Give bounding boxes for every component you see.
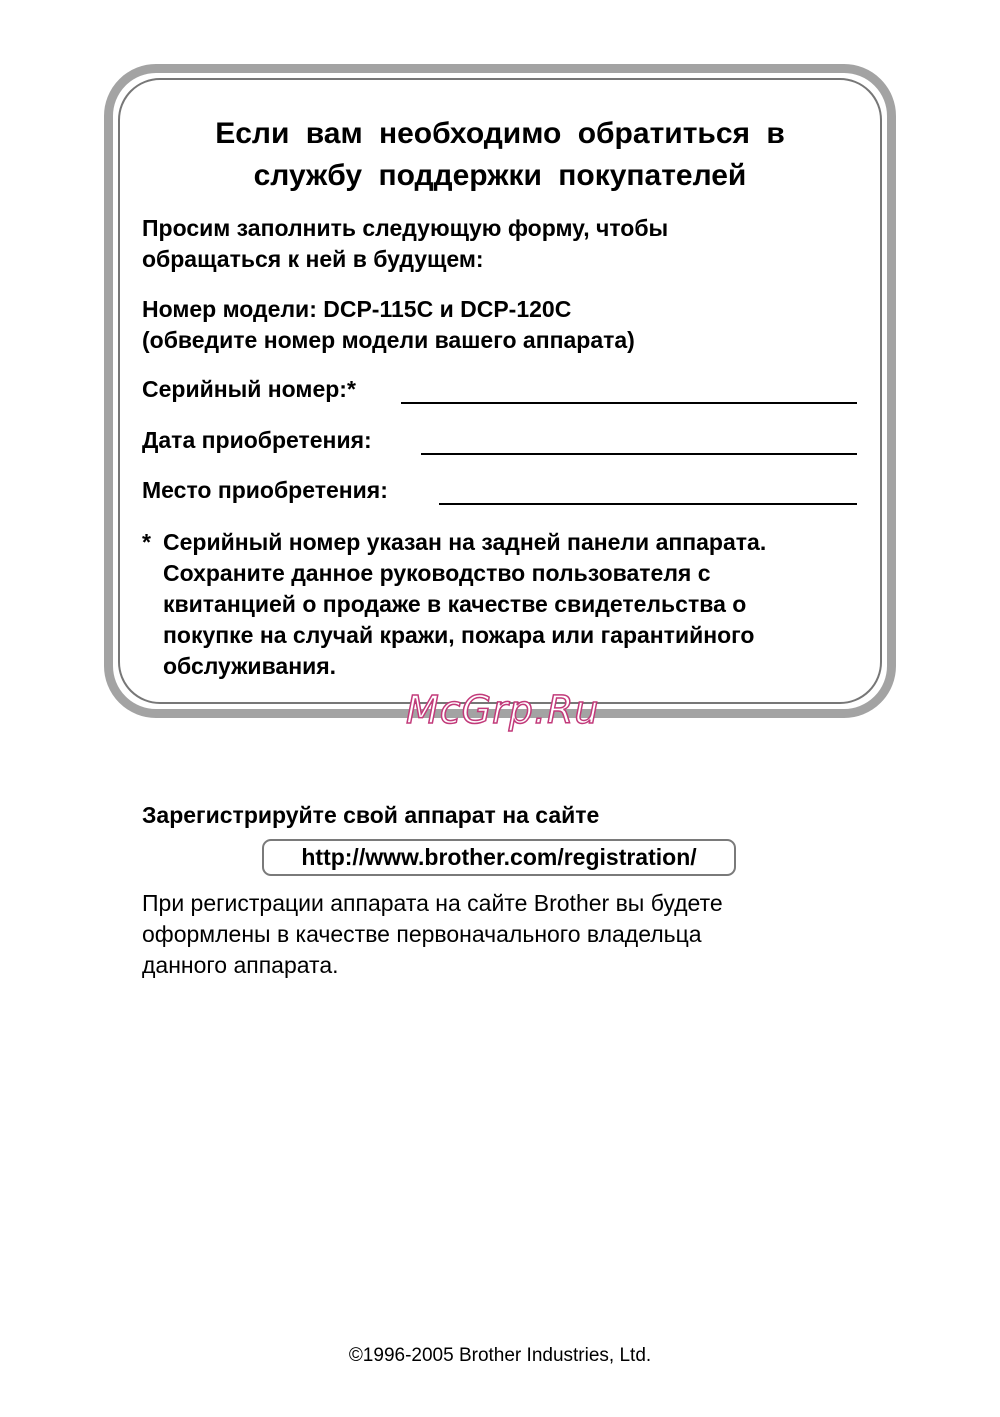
registration-heading: Зарегистрируйте свой аппарат на сайте [142, 802, 600, 828]
serial-number-label: Серийный номер:* [142, 376, 356, 402]
purchase-place-label: Место приобретения: [142, 477, 388, 503]
intro-line-2: обращаться к ней в будущем: [142, 246, 484, 272]
support-title-line-1: Если вам необходимо обратиться в [215, 117, 785, 150]
purchase-place-field-line[interactable] [439, 503, 857, 505]
serial-note: Серийный номер указан на задней панели аппарата. Сохраните данное руководство пользователя с квитанцией о продаже в качестве свидетельства о покупке на случай кражи, пожара или гарантийного обслуживания. [163, 529, 767, 679]
support-title [118, 113, 882, 197]
purchase-date-label: Дата приобретения: [142, 427, 372, 453]
model-line-2: (обведите номер модели вашего аппарата) [142, 327, 635, 353]
registration-url-link[interactable]: http://www.brother.com/registration/ [262, 839, 736, 876]
model-line-1: Номер модели: DCP-115C и DCP-120C [142, 296, 572, 322]
note-asterisk: * [142, 529, 151, 555]
purchase-date-field-line[interactable] [421, 453, 857, 455]
copyright: ©1996-2005 Brother Industries, Ltd. [348, 1345, 652, 1366]
support-title-line-2: службу поддержки покупателей [253, 159, 747, 192]
serial-number-field-line[interactable] [401, 402, 857, 404]
intro-line-1: Просим заполнить следующую форму, чтобы [142, 215, 669, 241]
registration-body: При регистрации аппарата на сайте Brother вы будете оформлены в качестве первоначального владельца данного аппарата. [142, 890, 723, 978]
watermark: McGrp.Ru [406, 688, 600, 732]
